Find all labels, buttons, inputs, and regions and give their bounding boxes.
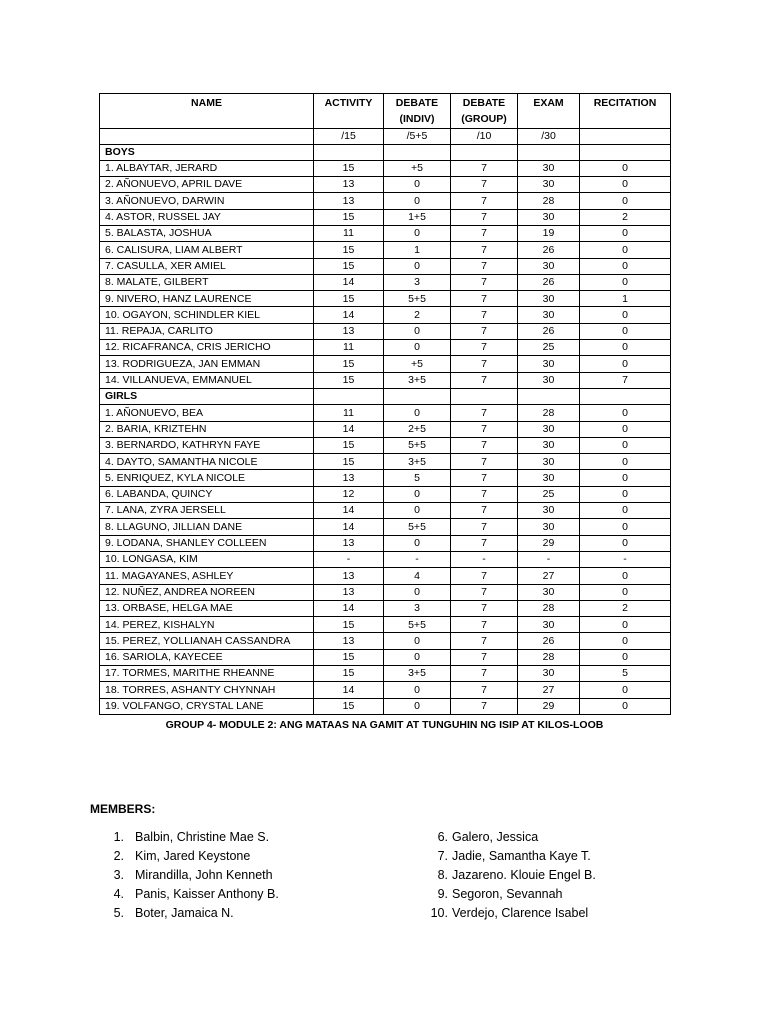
cell-exam: 29 [518,535,580,551]
cell-name: 8. MALATE, GILBERT [100,274,314,290]
table-caption: GROUP 4- MODULE 2: ANG MATAAS NA GAMIT AT TUNGUHIN NG ISIP AT KILOS-LOOB [165,719,604,731]
member-name: Jadie, Samantha Kaye T. [452,849,591,863]
cell-debate-group: 7 [451,421,518,437]
cell-activity: 15 [314,160,384,176]
cell-debate-group: - [451,551,518,567]
cell-name: 12. NUÑEZ, ANDREA NOREEN [100,584,314,600]
list-item [110,885,279,904]
cell-debate-indiv: 0 [384,323,451,339]
cell-debate-group: 7 [451,682,518,698]
section-empty-cell [384,388,451,404]
cell-recitation: 0 [580,242,671,258]
cell-recitation: 0 [580,405,671,421]
cell-activity: 13 [314,470,384,486]
section-empty-cell [518,388,580,404]
member-name: Verdejo, Clarence Isabel [452,906,589,920]
header-recitation: RECITATION [580,94,671,129]
cell-exam: 30 [518,617,580,633]
cell-exam: 26 [518,633,580,649]
table-row [100,486,671,502]
cell-exam: 30 [518,372,580,388]
cell-name: 15. PEREZ, YOLLIANAH CASSANDRA [100,633,314,649]
cell-debate-indiv: 0 [384,584,451,600]
table-row [100,633,671,649]
cell-debate-group: 7 [451,323,518,339]
cell-debate-indiv: 0 [384,633,451,649]
cell-debate-indiv: 0 [384,193,451,209]
cell-name: 7. CASULLA, XER AMIEL [100,258,314,274]
cell-recitation: 0 [580,535,671,551]
cell-recitation: 0 [580,519,671,535]
table-row [100,454,671,470]
cell-name: 2. BARIA, KRIZTEHN [100,421,314,437]
cell-debate-group: 7 [451,372,518,388]
members-list-right [428,828,596,923]
cell-debate-indiv: 5+5 [384,291,451,307]
member-name: Kim, Jared Keystone [135,849,251,863]
table-row [100,340,671,356]
table-row [100,421,671,437]
table-row [100,177,671,193]
table-row [100,470,671,486]
member-number: 2. [113,849,124,863]
cell-debate-group: 7 [451,600,518,616]
cell-exam: 30 [518,177,580,193]
cell-name: 9. LODANA, SHANLEY COLLEEN [100,535,314,551]
cell-activity: 14 [314,600,384,616]
table-row [100,291,671,307]
list-item [428,847,596,866]
cell-debate-group: 7 [451,225,518,241]
cell-debate-group: 7 [451,698,518,714]
cell-name: 16. SARIOLA, KAYECEE [100,649,314,665]
cell-name: 9. NIVERO, HANZ LAURENCE [100,291,314,307]
list-item [428,866,596,885]
table-row [100,160,671,176]
cell-debate-group: 7 [451,193,518,209]
cell-name: 1. ALBAYTAR, JERARD [100,160,314,176]
cell-exam: 30 [518,356,580,372]
cell-exam: 28 [518,649,580,665]
cell-activity: 15 [314,258,384,274]
cell-name: 13. ORBASE, HELGA MAE [100,600,314,616]
cell-recitation: 0 [580,486,671,502]
table-row [100,372,671,388]
cell-activity: 11 [314,405,384,421]
cell-activity: 15 [314,698,384,714]
cell-name: 10. LONGASA, KIM [100,551,314,567]
cell-recitation: 5 [580,666,671,682]
cell-activity: 14 [314,519,384,535]
cell-debate-group: 7 [451,633,518,649]
cell-activity: 15 [314,666,384,682]
table-row [100,666,671,682]
cell-exam: 30 [518,307,580,323]
cell-exam: 30 [518,584,580,600]
member-number: 9. [437,887,448,901]
member-name: Mirandilla, John Kenneth [135,868,273,882]
list-item [428,904,596,923]
section-row [100,388,671,404]
member-number: 8. [437,868,448,882]
cell-debate-group: 7 [451,356,518,372]
cell-activity: 13 [314,584,384,600]
cell-recitation: 0 [580,193,671,209]
table-row [100,225,671,241]
cell-exam: 28 [518,193,580,209]
cell-debate-indiv: 3+5 [384,454,451,470]
cell-name: 11. REPAJA, CARLITO [100,323,314,339]
cell-recitation: 0 [580,274,671,290]
cell-exam: 26 [518,274,580,290]
cell-name: 14. VILLANUEVA, EMMANUEL [100,372,314,388]
cell-exam: 28 [518,405,580,421]
max-score-debate-group: /10 [451,128,518,144]
cell-recitation: 0 [580,258,671,274]
cell-debate-group: 7 [451,486,518,502]
cell-debate-group: 7 [451,519,518,535]
cell-debate-indiv: 3+5 [384,666,451,682]
cell-name: 4. DAYTO, SAMANTHA NICOLE [100,454,314,470]
cell-activity: 14 [314,503,384,519]
cell-debate-group: 7 [451,454,518,470]
max-score-name [100,128,314,144]
cell-exam: 30 [518,421,580,437]
cell-recitation: 0 [580,323,671,339]
table-row [100,535,671,551]
cell-activity: 15 [314,437,384,453]
cell-recitation: 0 [580,225,671,241]
table-row [100,584,671,600]
cell-recitation: 0 [580,568,671,584]
list-item [110,904,279,923]
table-row [100,617,671,633]
cell-debate-group: 7 [451,274,518,290]
cell-name: 7. LANA, ZYRA JERSELL [100,503,314,519]
member-name: Segoron, Sevannah [452,887,563,901]
cell-recitation: 0 [580,633,671,649]
cell-recitation: 0 [580,649,671,665]
cell-activity: 12 [314,486,384,502]
member-number: 1. [113,830,124,844]
cell-debate-indiv: 0 [384,258,451,274]
cell-name: 6. LABANDA, QUINCY [100,486,314,502]
list-item [110,828,279,847]
cell-name: 19. VOLFANGO, CRYSTAL LANE [100,698,314,714]
cell-exam: 19 [518,225,580,241]
cell-name: 6. CALISURA, LIAM ALBERT [100,242,314,258]
cell-debate-group: 7 [451,535,518,551]
section-row [100,144,671,160]
cell-recitation: 0 [580,454,671,470]
cell-debate-group: 7 [451,617,518,633]
cell-exam: 30 [518,291,580,307]
members-heading: MEMBERS: [90,802,156,816]
cell-debate-indiv: 0 [384,177,451,193]
cell-debate-group: 7 [451,568,518,584]
cell-recitation: 0 [580,584,671,600]
cell-name: 5. ENRIQUEZ, KYLA NICOLE [100,470,314,486]
max-score-recitation [580,128,671,144]
table-row [100,405,671,421]
cell-debate-indiv: 4 [384,568,451,584]
cell-debate-indiv: 0 [384,535,451,551]
cell-debate-indiv: 1 [384,242,451,258]
cell-name: 13. RODRIGUEZA, JAN EMMAN [100,356,314,372]
section-label: BOYS [100,144,314,160]
cell-exam: 28 [518,600,580,616]
cell-recitation: 7 [580,372,671,388]
table-row [100,698,671,714]
cell-exam: 30 [518,666,580,682]
cell-recitation: 0 [580,307,671,323]
member-name: Panis, Kaisser Anthony B. [135,887,279,901]
cell-recitation: - [580,551,671,567]
header-row [100,94,671,129]
member-name: Boter, Jamaica N. [135,906,234,920]
section-empty-cell [314,388,384,404]
cell-exam: 29 [518,698,580,714]
cell-debate-group: 7 [451,160,518,176]
cell-debate-indiv: 0 [384,225,451,241]
cell-activity: 13 [314,535,384,551]
cell-exam: 30 [518,209,580,225]
cell-name: 10. OGAYON, SCHINDLER KIEL [100,307,314,323]
cell-debate-group: 7 [451,307,518,323]
header-activity: ACTIVITY [314,94,384,129]
cell-exam: 30 [518,503,580,519]
cell-recitation: 0 [580,698,671,714]
cell-activity: 15 [314,356,384,372]
cell-debate-indiv: 3+5 [384,372,451,388]
cell-debate-group: 7 [451,503,518,519]
cell-debate-group: 7 [451,258,518,274]
cell-debate-indiv: 0 [384,503,451,519]
cell-debate-group: 7 [451,340,518,356]
section-empty-cell [451,388,518,404]
table-row [100,258,671,274]
cell-exam: 30 [518,160,580,176]
cell-activity: 15 [314,291,384,307]
cell-recitation: 0 [580,503,671,519]
max-score-exam: /30 [518,128,580,144]
cell-name: 3. AÑONUEVO, DARWIN [100,193,314,209]
section-empty-cell [580,144,671,160]
cell-debate-indiv: 5+5 [384,437,451,453]
section-label: GIRLS [100,388,314,404]
member-name: Balbin, Christine Mae S. [135,830,270,844]
cell-activity: 14 [314,274,384,290]
cell-activity: 15 [314,454,384,470]
cell-recitation: 2 [580,209,671,225]
cell-activity: - [314,551,384,567]
member-number: 10. [430,906,448,920]
cell-debate-group: 7 [451,209,518,225]
cell-recitation: 0 [580,470,671,486]
cell-exam: 30 [518,519,580,535]
cell-exam: 30 [518,470,580,486]
cell-activity: 13 [314,193,384,209]
member-name: Jazareno. Klouie Engel B. [452,868,596,882]
cell-activity: 15 [314,209,384,225]
member-name: Galero, Jessica [452,830,539,844]
header-name: NAME [100,94,314,129]
cell-activity: 15 [314,372,384,388]
cell-debate-indiv: 5 [384,470,451,486]
cell-recitation: 0 [580,340,671,356]
cell-debate-indiv: 5+5 [384,617,451,633]
table-row [100,307,671,323]
cell-debate-indiv: 0 [384,682,451,698]
cell-recitation: 2 [580,600,671,616]
cell-debate-group: 7 [451,242,518,258]
cell-activity: 11 [314,340,384,356]
cell-exam: 26 [518,323,580,339]
section-empty-cell [580,388,671,404]
grades-body [100,144,671,714]
cell-exam: 30 [518,437,580,453]
cell-name: 2. AÑONUEVO, APRIL DAVE [100,177,314,193]
table-row [100,209,671,225]
header-debate-group: DEBATE (GROUP) [451,94,518,129]
cell-debate-indiv: 5+5 [384,519,451,535]
cell-activity: 15 [314,242,384,258]
table-row [100,323,671,339]
table-row [100,356,671,372]
cell-recitation: 0 [580,437,671,453]
cell-name: 14. PEREZ, KISHALYN [100,617,314,633]
list-item [110,847,279,866]
max-score-activity: /15 [314,128,384,144]
cell-activity: 13 [314,568,384,584]
member-number: 4. [113,887,124,901]
cell-recitation: 0 [580,356,671,372]
cell-activity: 13 [314,323,384,339]
table-row [100,551,671,567]
cell-debate-indiv: 0 [384,486,451,502]
cell-exam: 26 [518,242,580,258]
section-empty-cell [451,144,518,160]
members-list-left [110,828,279,923]
cell-debate-indiv: 0 [384,649,451,665]
cell-exam: - [518,551,580,567]
cell-debate-indiv: - [384,551,451,567]
cell-activity: 13 [314,633,384,649]
member-number: 6. [437,830,448,844]
cell-debate-indiv: +5 [384,356,451,372]
grades-table [99,93,671,715]
max-score-row [100,128,671,144]
cell-recitation: 0 [580,177,671,193]
cell-exam: 30 [518,258,580,274]
cell-name: 8. LLAGUNO, JILLIAN DANE [100,519,314,535]
cell-debate-group: 7 [451,584,518,600]
cell-recitation: 0 [580,160,671,176]
cell-exam: 27 [518,682,580,698]
cell-debate-group: 7 [451,666,518,682]
cell-name: 1. AÑONUEVO, BEA [100,405,314,421]
cell-debate-group: 7 [451,470,518,486]
header-debate-indiv: DEBATE (INDIV) [384,94,451,129]
cell-activity: 14 [314,682,384,698]
list-item [110,866,279,885]
table-row [100,503,671,519]
cell-recitation: 0 [580,617,671,633]
member-number: 7. [437,849,448,863]
list-item [428,828,596,847]
cell-debate-group: 7 [451,649,518,665]
table-row [100,274,671,290]
section-empty-cell [384,144,451,160]
cell-name: 11. MAGAYANES, ASHLEY [100,568,314,584]
cell-name: 3. BERNARDO, KATHRYN FAYE [100,437,314,453]
cell-name: 4. ASTOR, RUSSEL JAY [100,209,314,225]
cell-recitation: 0 [580,421,671,437]
table-row [100,600,671,616]
cell-activity: 15 [314,649,384,665]
cell-name: 12. RICAFRANCA, CRIS JERICHO [100,340,314,356]
member-number: 3. [113,868,124,882]
cell-debate-group: 7 [451,177,518,193]
table-row [100,568,671,584]
table-row [100,437,671,453]
cell-debate-indiv: 2+5 [384,421,451,437]
cell-exam: 27 [518,568,580,584]
cell-recitation: 0 [580,682,671,698]
table-row [100,682,671,698]
section-empty-cell [314,144,384,160]
cell-name: 17. TORMES, MARITHE RHEANNE [100,666,314,682]
cell-activity: 14 [314,307,384,323]
cell-name: 5. BALASTA, JOSHUA [100,225,314,241]
cell-activity: 13 [314,177,384,193]
header-exam: EXAM [518,94,580,129]
cell-debate-group: 7 [451,405,518,421]
cell-activity: 15 [314,617,384,633]
cell-debate-indiv: 1+5 [384,209,451,225]
cell-debate-group: 7 [451,291,518,307]
cell-debate-group: 7 [451,437,518,453]
cell-exam: 30 [518,454,580,470]
cell-debate-indiv: +5 [384,160,451,176]
cell-debate-indiv: 3 [384,274,451,290]
list-item [428,885,596,904]
table-row [100,193,671,209]
cell-debate-indiv: 0 [384,340,451,356]
table-row [100,242,671,258]
cell-recitation: 1 [580,291,671,307]
cell-exam: 25 [518,486,580,502]
section-empty-cell [518,144,580,160]
table-row [100,649,671,665]
cell-activity: 14 [314,421,384,437]
cell-debate-indiv: 0 [384,405,451,421]
cell-debate-indiv: 3 [384,600,451,616]
table-row [100,519,671,535]
cell-exam: 25 [518,340,580,356]
max-score-debate-indiv: /5+5 [384,128,451,144]
member-number: 5. [113,906,124,920]
cell-debate-indiv: 2 [384,307,451,323]
cell-name: 18. TORRES, ASHANTY CHYNNAH [100,682,314,698]
cell-debate-indiv: 0 [384,698,451,714]
cell-activity: 11 [314,225,384,241]
